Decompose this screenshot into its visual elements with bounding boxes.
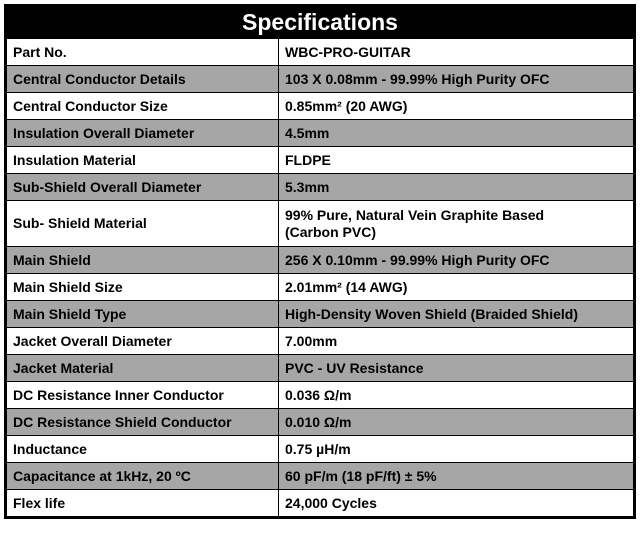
table-row <box>7 436 634 463</box>
table-row <box>7 301 634 328</box>
spec-value: 103 X 0.08mm - 99.99% High Purity OFC <box>279 66 634 93</box>
specifications-sheet <box>4 4 636 519</box>
spec-value: 24,000 Cycles <box>279 490 634 517</box>
spec-label: Central Conductor Details <box>7 66 279 93</box>
spec-label: Main Shield <box>7 247 279 274</box>
table-row <box>7 120 634 147</box>
table-row <box>7 490 634 517</box>
spec-value: 5.3mm <box>279 174 634 201</box>
table-row <box>7 93 634 120</box>
spec-label: Inductance <box>7 436 279 463</box>
spec-value: 256 X 0.10mm - 99.99% High Purity OFC <box>279 247 634 274</box>
spec-value: FLDPE <box>279 147 634 174</box>
spec-value: 0.036 Ω/m <box>279 382 634 409</box>
spec-label: Capacitance at 1kHz, 20 ºC <box>7 463 279 490</box>
table-row <box>7 66 634 93</box>
spec-value: 0.75 µH/m <box>279 436 634 463</box>
spec-label: Sub- Shield Material <box>7 201 279 247</box>
spec-value: PVC - UV Resistance <box>279 355 634 382</box>
table-row <box>7 147 634 174</box>
spec-value: WBC-PRO-GUITAR <box>279 39 634 66</box>
table-row <box>7 328 634 355</box>
spec-label: DC Resistance Shield Conductor <box>7 409 279 436</box>
table-row <box>7 355 634 382</box>
spec-value: 2.01mm² (14 AWG) <box>279 274 634 301</box>
table-row <box>7 463 634 490</box>
spec-label: Jacket Material <box>7 355 279 382</box>
table-row <box>7 382 634 409</box>
spec-label: Main Shield Type <box>7 301 279 328</box>
spec-label: DC Resistance Inner Conductor <box>7 382 279 409</box>
table-row <box>7 39 634 66</box>
table-row <box>7 201 634 247</box>
spec-value: 4.5mm <box>279 120 634 147</box>
spec-value: 0.85mm² (20 AWG) <box>279 93 634 120</box>
spec-label: Flex life <box>7 490 279 517</box>
spec-value: 99% Pure, Natural Vein Graphite Based (Carbon PVC) <box>279 201 634 247</box>
spec-value: High-Density Woven Shield (Braided Shield) <box>279 301 634 328</box>
spec-value: 0.010 Ω/m <box>279 409 634 436</box>
spec-label: Sub-Shield Overall Diameter <box>7 174 279 201</box>
table-row <box>7 174 634 201</box>
spec-label: Insulation Overall Diameter <box>7 120 279 147</box>
spec-label: Jacket Overall Diameter <box>7 328 279 355</box>
table-row <box>7 274 634 301</box>
table-row <box>7 247 634 274</box>
spec-label: Insulation Material <box>7 147 279 174</box>
spec-value: 60 pF/m (18 pF/ft) ± 5% <box>279 463 634 490</box>
specifications-table <box>6 38 634 517</box>
spec-label: Main Shield Size <box>7 274 279 301</box>
specifications-title: Specifications <box>6 6 634 38</box>
spec-value: 7.00mm <box>279 328 634 355</box>
spec-label: Central Conductor Size <box>7 93 279 120</box>
table-row <box>7 409 634 436</box>
spec-label: Part No. <box>7 39 279 66</box>
